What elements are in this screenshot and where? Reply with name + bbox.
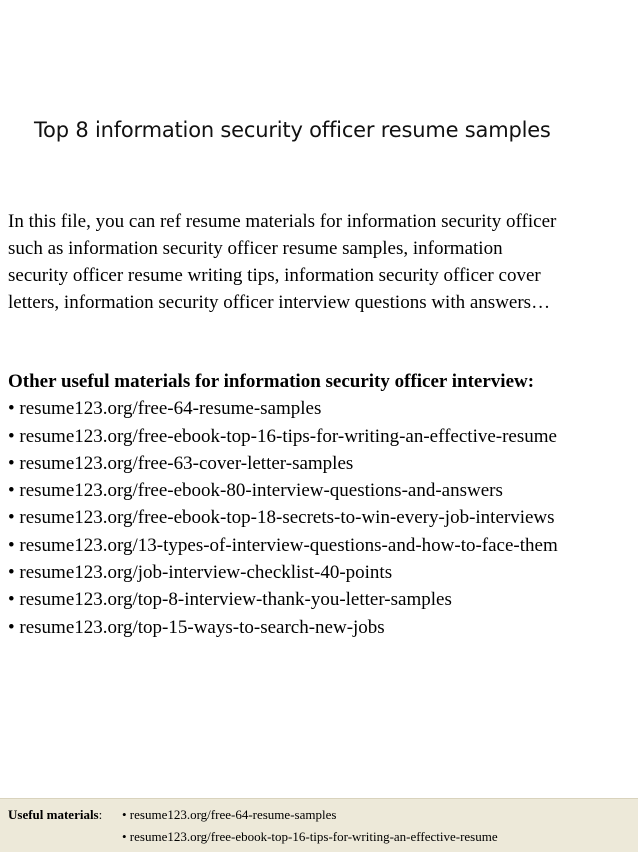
materials-section <box>8 368 634 641</box>
material-link[interactable]: • resume123.org/free-ebook-top-18-secrets-to-win-every-job-interviews <box>8 507 555 529</box>
list-item <box>8 586 634 613</box>
list-item <box>8 559 634 586</box>
material-link[interactable]: • resume123.org/top-8-interview-thank-you-letter-samples <box>8 589 452 611</box>
material-link[interactable]: • resume123.org/free-63-cover-letter-samples <box>8 452 354 474</box>
list-item <box>8 395 634 422</box>
list-item <box>8 532 634 559</box>
list-item <box>122 826 498 848</box>
footer-link-list <box>122 804 498 848</box>
material-link[interactable]: • resume123.org/13-types-of-interview-questions-and-how-to-face-them <box>8 534 558 556</box>
page-title: Top 8 information security officer resume samples <box>34 118 551 142</box>
material-link[interactable]: • resume123.org/free-64-resume-samples <box>8 398 322 420</box>
intro-line: such as information security officer resume samples, information <box>8 238 503 259</box>
material-link[interactable]: • resume123.org/top-15-ways-to-search-new-jobs <box>8 616 385 638</box>
material-link[interactable]: • resume123.org/free-ebook-top-16-tips-for-writing-an-effective-resume <box>8 425 557 447</box>
materials-heading: Other useful materials for information security officer interview: <box>8 371 535 392</box>
list-item <box>122 804 498 826</box>
list-item <box>8 504 634 531</box>
footer-bar <box>0 798 638 852</box>
intro-line: security officer resume writing tips, information security officer cover <box>8 265 541 286</box>
footer-link[interactable]: • resume123.org/free-64-resume-samples <box>122 807 337 822</box>
list-item <box>8 477 634 504</box>
list-item <box>8 614 634 641</box>
intro-line: letters, information security officer interview questions with answers… <box>8 292 551 313</box>
footer-label-colon: : <box>98 807 103 822</box>
intro-paragraph <box>8 208 632 316</box>
material-link[interactable]: • resume123.org/job-interview-checklist-40-points <box>8 562 393 584</box>
footer-label <box>8 804 102 826</box>
footer-label-text: Useful materials <box>8 807 99 822</box>
list-item <box>8 450 634 477</box>
intro-line: In this file, you can ref resume materials for information security officer <box>8 211 557 232</box>
list-item <box>8 423 634 450</box>
material-link[interactable]: • resume123.org/free-ebook-80-interview-questions-and-answers <box>8 480 503 502</box>
footer-link[interactable]: • resume123.org/free-ebook-top-16-tips-for-writing-an-effective-resume <box>122 829 498 844</box>
materials-link-list <box>8 395 634 641</box>
